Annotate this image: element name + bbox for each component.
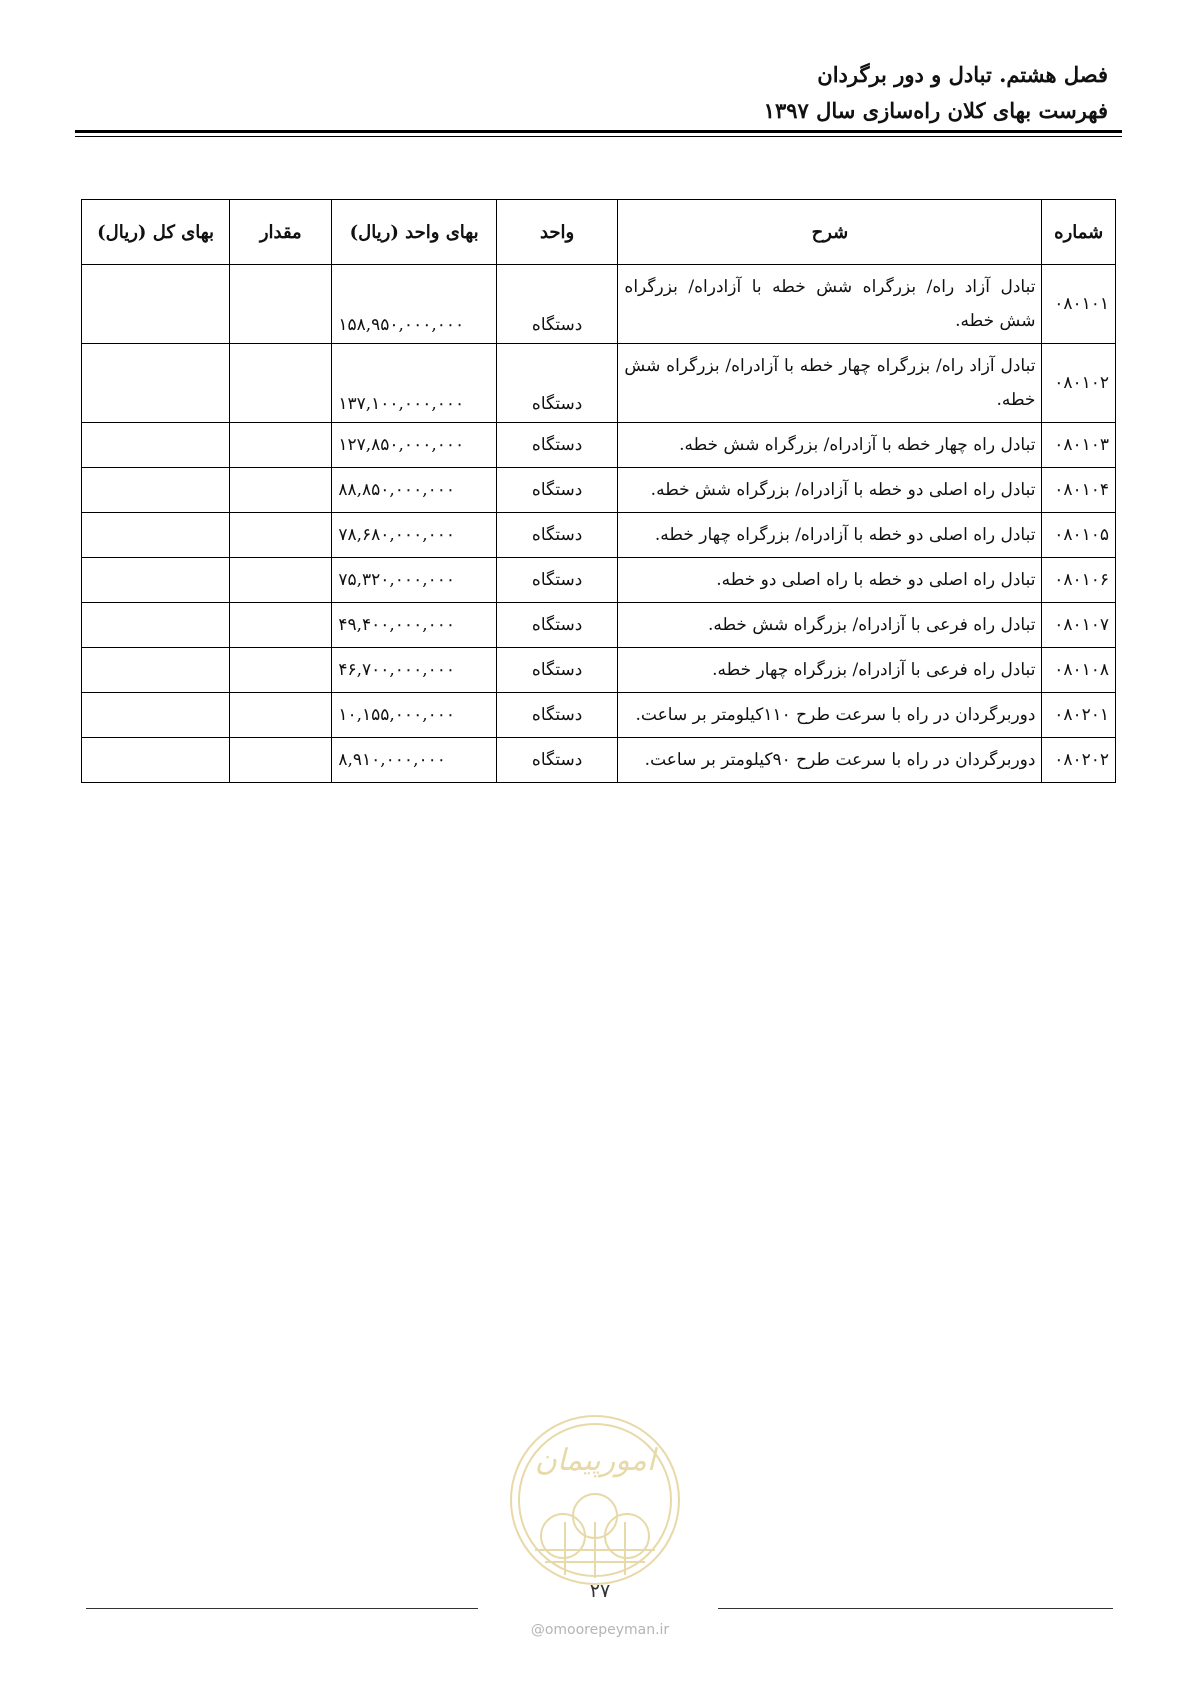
header-rule-thin: [75, 136, 1122, 137]
table-row: [82, 558, 1116, 603]
row-unit-price: ۴۹,۴۰۰,۰۰۰,۰۰۰: [332, 603, 497, 648]
row-unit-price: ۱۲۷,۸۵۰,۰۰۰,۰۰۰: [332, 423, 497, 468]
row-description: تبادل راه چهار خطه با آزادراه/ بزرگراه شش خطه.: [618, 423, 1042, 468]
row-code: ۰۸۰۲۰۱: [1042, 693, 1116, 738]
row-total-price: [82, 344, 230, 423]
footer-rule-left: [86, 1608, 478, 1609]
row-total-price: [82, 603, 230, 648]
row-code: ۰۸۰۲۰۲: [1042, 738, 1116, 783]
row-total-price: [82, 693, 230, 738]
row-description: تبادل راه فرعی با آزادراه/ بزرگراه چهار خطه.: [618, 648, 1042, 693]
row-description: تبادل راه فرعی با آزادراه/ بزرگراه شش خطه.: [618, 603, 1042, 648]
row-code: ۰۸۰۱۰۶: [1042, 558, 1116, 603]
header-unit: واحد: [496, 200, 618, 265]
row-quantity: [230, 513, 332, 558]
row-unit: دستگاه: [496, 648, 618, 693]
row-quantity: [230, 468, 332, 513]
footer-rule-right: [718, 1608, 1113, 1609]
row-total-price: [82, 648, 230, 693]
table-row: [82, 423, 1116, 468]
row-total-price: [82, 513, 230, 558]
table-row: [82, 738, 1116, 783]
table-row: [82, 603, 1116, 648]
row-description: دوربرگردان در راه با سرعت طرح ۱۱۰کیلومتر بر ساعت.: [618, 693, 1042, 738]
row-unit-price: ۱۳۷,۱۰۰,۰۰۰,۰۰۰: [332, 344, 497, 423]
row-quantity: [230, 558, 332, 603]
row-unit-price: ۸۸,۸۵۰,۰۰۰,۰۰۰: [332, 468, 497, 513]
table-row: [82, 513, 1116, 558]
row-unit-price: ۸,۹۱۰,۰۰۰,۰۰۰: [332, 738, 497, 783]
header-quantity: مقدار: [230, 200, 332, 265]
page-number: ۲۷: [589, 1580, 611, 1602]
row-unit: دستگاه: [496, 423, 618, 468]
row-unit-price: ۱۵۸,۹۵۰,۰۰۰,۰۰۰: [332, 265, 497, 344]
row-code: ۰۸۰۱۰۱: [1042, 265, 1116, 344]
row-description: تبادل راه اصلی دو خطه با راه اصلی دو خطه.: [618, 558, 1042, 603]
row-unit: دستگاه: [496, 468, 618, 513]
watermark-logo-icon: [505, 1410, 685, 1590]
table-header-row: [82, 200, 1116, 265]
row-description: تبادل راه اصلی دو خطه با آزادراه/ بزرگراه شش خطه.: [618, 468, 1042, 513]
svg-text:امورپیمان: امورپیمان: [534, 1443, 656, 1478]
table-row: [82, 344, 1116, 423]
row-unit: دستگاه: [496, 693, 618, 738]
row-code: ۰۸۰۱۰۵: [1042, 513, 1116, 558]
row-unit: دستگاه: [496, 265, 618, 344]
row-code: ۰۸۰۱۰۳: [1042, 423, 1116, 468]
document-title: فهرست بهای کلان راه‌سازی سال ۱۳۹۷: [763, 98, 1108, 123]
row-code: ۰۸۰۱۰۴: [1042, 468, 1116, 513]
table-row: [82, 265, 1116, 344]
price-list-table: [81, 199, 1116, 783]
table-row: [82, 648, 1116, 693]
row-description: تبادل آزاد راه/ بزرگراه شش خطه با آزادراه/ بزرگراه شش خطه.: [618, 265, 1042, 344]
row-quantity: [230, 648, 332, 693]
row-code: ۰۸۰۱۰۲: [1042, 344, 1116, 423]
row-code: ۰۸۰۱۰۷: [1042, 603, 1116, 648]
row-quantity: [230, 693, 332, 738]
header-description: شرح: [618, 200, 1042, 265]
row-unit: دستگاه: [496, 738, 618, 783]
header-unit-price: بهای واحد (ریال): [332, 200, 497, 265]
table-row: [82, 468, 1116, 513]
row-description: دوربرگردان در راه با سرعت طرح ۹۰کیلومتر بر ساعت.: [618, 738, 1042, 783]
table-row: [82, 693, 1116, 738]
row-quantity: [230, 603, 332, 648]
header-rule-thick: [75, 130, 1122, 133]
row-description: تبادل آزاد راه/ بزرگراه چهار خطه با آزادراه/ بزرگراه شش خطه.: [618, 344, 1042, 423]
row-total-price: [82, 738, 230, 783]
website-watermark: @omoorepeyman.ir: [530, 1622, 670, 1638]
row-unit: دستگاه: [496, 344, 618, 423]
row-unit-price: ۷۵,۳۲۰,۰۰۰,۰۰۰: [332, 558, 497, 603]
row-quantity: [230, 265, 332, 344]
row-unit-price: ۷۸,۶۸۰,۰۰۰,۰۰۰: [332, 513, 497, 558]
row-quantity: [230, 423, 332, 468]
row-unit: دستگاه: [496, 558, 618, 603]
page-header: [208, 60, 1108, 126]
header-code: شماره: [1042, 200, 1116, 265]
row-total-price: [82, 265, 230, 344]
row-unit-price: ۱۰,۱۵۵,۰۰۰,۰۰۰: [332, 693, 497, 738]
row-quantity: [230, 344, 332, 423]
row-quantity: [230, 738, 332, 783]
header-total-price: بهای کل (ریال): [82, 200, 230, 265]
row-unit: دستگاه: [496, 513, 618, 558]
row-code: ۰۸۰۱۰۸: [1042, 648, 1116, 693]
row-unit-price: ۴۶,۷۰۰,۰۰۰,۰۰۰: [332, 648, 497, 693]
row-total-price: [82, 423, 230, 468]
chapter-title: فصل هشتم. تبادل و دور برگردان: [817, 62, 1108, 87]
row-total-price: [82, 468, 230, 513]
row-unit: دستگاه: [496, 603, 618, 648]
row-total-price: [82, 558, 230, 603]
row-description: تبادل راه اصلی دو خطه با آزادراه/ بزرگراه چهار خطه.: [618, 513, 1042, 558]
